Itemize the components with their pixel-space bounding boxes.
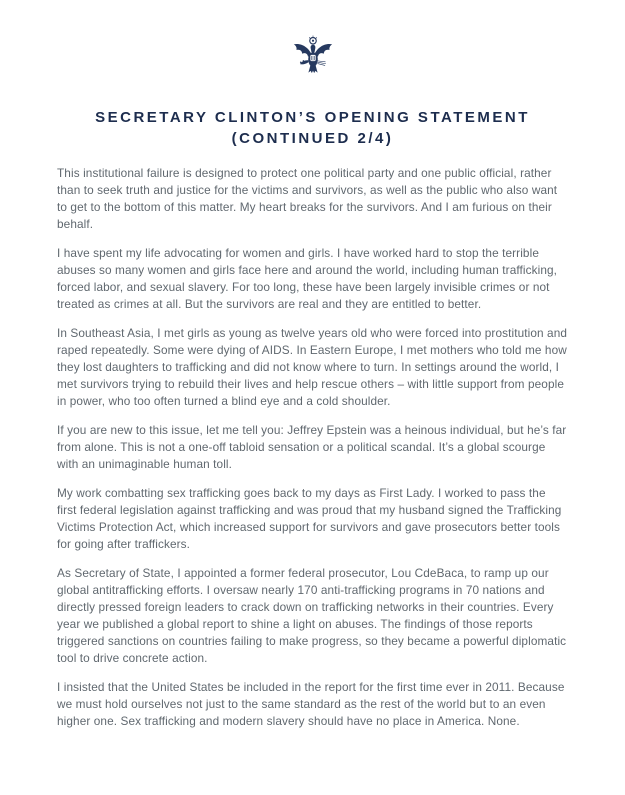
document-header — [57, 32, 568, 149]
title-line-1: SECRETARY CLINTON’S OPENING STATEMENT — [95, 109, 530, 126]
statement-paragraph-6: As Secretary of State, I appointed a former federal prosecutor, Lou CdeBaca, to ramp up our global antitrafficking efforts. I oversaw nearly 170 anti-trafficking programs in 70 nations and directly pressed foreign leaders to crack down on trafficking networks in their countries. Every year we published a global report to shine a light on abuses. The findings of those reports triggered sanctions on countries failing to make progress, so they became a powerful diplomatic tool to drive concrete action. — [57, 566, 567, 665]
statement-body — [57, 165, 568, 730]
statement-paragraph-2: I have spent my life advocating for women and girls. I have worked hard to stop the terrible abuses so many women and girls face here and around the world, including human trafficking, forced labor, and sexual slavery. For too long, these have been largely invisible crimes or not treated as crimes at all. But the survivors are real and they are entitled to better. — [57, 246, 558, 311]
statement-paragraph-5: My work combatting sex trafficking goes back to my days as First Lady. I worked to pass the first federal legislation against trafficking and was proud that my husband signed the Trafficking Victims Protection Act, which increased support for survivors and gave prosecutors better tools for going after traffickers. — [57, 486, 562, 551]
page-title — [57, 107, 568, 149]
statement-paragraph-3: In Southeast Asia, I met girls as young as twelve years old who were forced into prostitution and raped repeatedly. Some were dying of AIDS. In Eastern Europe, I met mothers who told me how they lost daughters to trafficking and did not know where to turn. In settings around the world, I met survivors trying to rebuild their lives and help rescue others – with little support from people in power, who too often turned a blind eye and a cold shoulder. — [57, 326, 568, 408]
title-line-2: (CONTINUED 2/4) — [231, 130, 394, 147]
us-great-seal-eagle-icon — [290, 32, 336, 84]
statement-paragraph-7: I insisted that the United States be included in the report for the first time ever in 2011. Because we must hold ourselves not just to the same standard as the rest of the world but to an even higher one. Sex trafficking and modern slavery should have no place in America. None. — [57, 680, 565, 728]
statement-paragraph-4: If you are new to this issue, let me tell you: Jeffrey Epstein was a heinous individual, but he’s far from alone. This is not a one-off tabloid sensation or a political scandal. It’s a global scourge with an unimaginable human toll. — [57, 423, 567, 471]
statement-paragraph-1: This institutional failure is designed to protect one political party and one public official, rather than to seek truth and justice for the victims and survivors, as well as the public who also want to get to the bottom of this matter. My heart breaks for the survivors. And I am furious on their behalf. — [57, 166, 558, 231]
